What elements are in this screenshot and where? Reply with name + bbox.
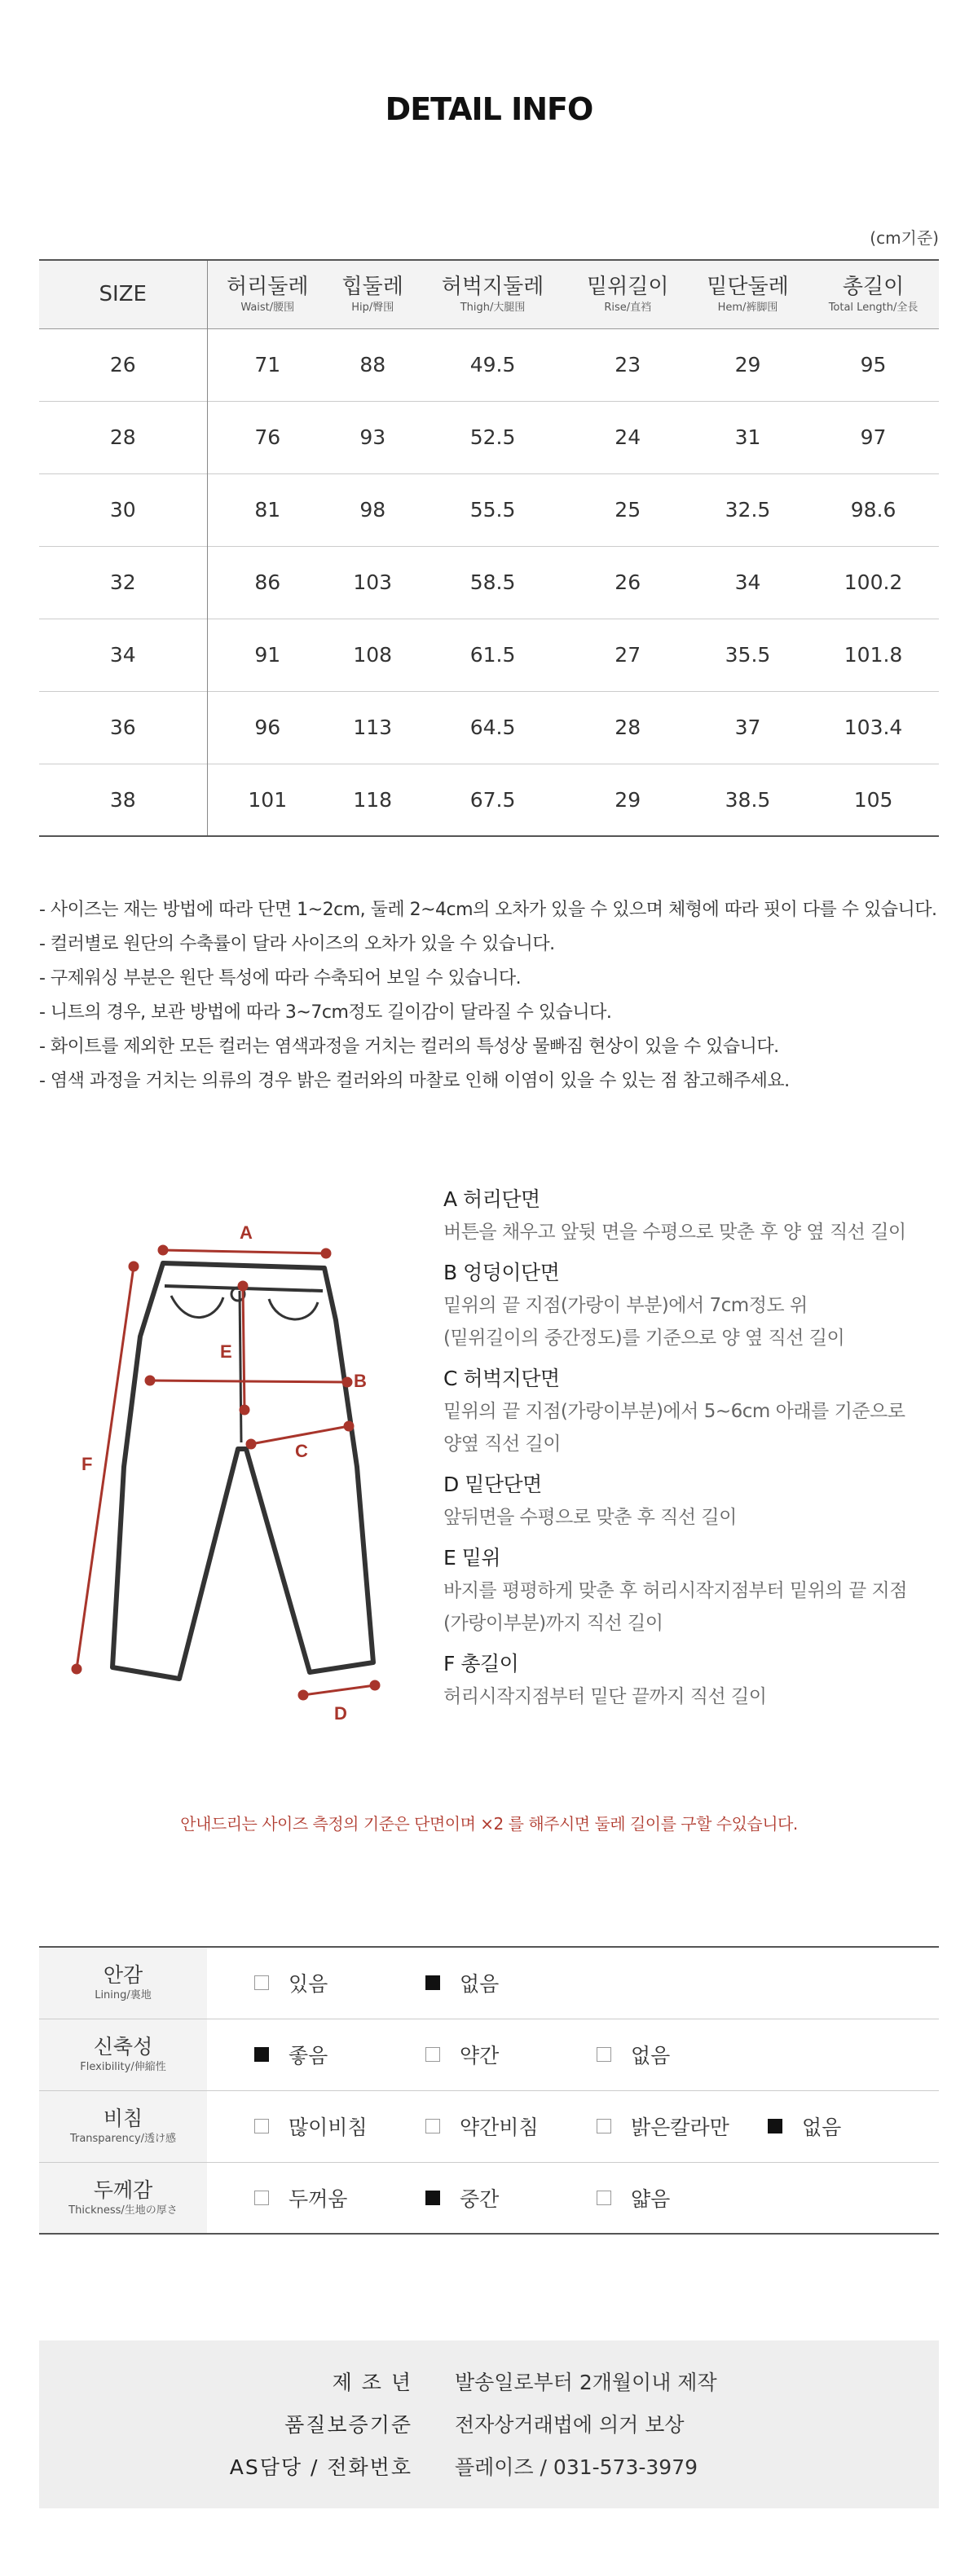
table-cell: 29 — [615, 787, 641, 812]
footer-key: 제 조 년 — [332, 2371, 412, 2394]
column-header — [207, 260, 328, 328]
table-cell: 118 — [353, 787, 393, 812]
label-d: D — [334, 1703, 347, 1724]
measurement-guide — [443, 1183, 949, 1721]
footer-row — [39, 2363, 939, 2399]
table-row — [39, 691, 939, 764]
option-label: 없음 — [631, 2044, 671, 2067]
column-header-ko: 허벅지둘레 — [441, 275, 544, 300]
size-cell: 26 — [39, 328, 207, 401]
unchecked-box-icon — [597, 2191, 611, 2205]
measure-description: 바지를 평평하게 맞춘 후 허리시작지점부터 밑위의 끝 지점 — [443, 1580, 907, 1601]
attribute-label — [39, 2090, 207, 2162]
checked-box-icon — [425, 1975, 440, 1990]
table-cell: 108 — [353, 643, 393, 667]
measure-heading: E 밑위 — [443, 1546, 501, 1570]
column-header-ko: 밑단둘레 — [707, 275, 789, 300]
table-cell: 52.5 — [469, 425, 516, 449]
measure-heading: A 허리단면 — [443, 1187, 540, 1211]
fabric-attributes-table — [39, 1946, 939, 2235]
attribute-label-en: Thickness/生地の厚さ — [68, 2204, 178, 2217]
size-header-label: SIZE — [99, 282, 147, 307]
label-e: E — [220, 1341, 232, 1362]
footer-row — [39, 2448, 939, 2484]
option-label: 많이비침 — [289, 2116, 368, 2139]
unchecked-box-icon — [597, 2047, 611, 2062]
attribute-row-lining — [39, 1947, 939, 2019]
column-header-ko: 허리둘레 — [227, 275, 309, 300]
attribute-label-ko: 신축성 — [93, 2035, 153, 2059]
table-row — [39, 473, 939, 546]
measure-description: 버튼을 채우고 앞뒷 면을 수평으로 맞춘 후 양 옆 직선 길이 — [443, 1222, 906, 1243]
measure-item — [443, 1257, 949, 1354]
measure-heading: C 허벅지단면 — [443, 1367, 560, 1390]
column-header-en: Waist/腰围 — [240, 302, 295, 315]
footer-row — [39, 2406, 939, 2442]
unchecked-box-icon — [425, 2119, 440, 2133]
attribute-options — [207, 2019, 939, 2090]
attribute-label-en: Lining/裏地 — [95, 1989, 152, 2002]
option-item — [425, 1968, 597, 1997]
table-cell: 27 — [615, 643, 641, 667]
measurement-notice: 안내드리는 사이즈 측정의 기준은 단면이며 ×2 를 해주시면 둘레 길이를 구할 수있습니다. — [180, 1814, 798, 1834]
size-cell: 34 — [39, 619, 207, 691]
table-cell: 29 — [734, 353, 761, 376]
option-item — [597, 2183, 768, 2213]
measure-description: 밑위의 끝 지점(가랑이부분)에서 5~6cm 아래를 기준으로 — [443, 1401, 905, 1422]
column-header — [328, 260, 417, 328]
table-cell: 98 — [359, 498, 386, 522]
table-cell: 100.2 — [844, 570, 903, 594]
table-cell: 81 — [254, 498, 281, 522]
unchecked-box-icon — [254, 2191, 269, 2205]
note-item: - 니트의 경우, 보관 방법에 따라 3~7cm정도 길이감이 달라질 수 있습니다. — [39, 1002, 612, 1023]
option-item — [597, 2111, 768, 2141]
attribute-label — [39, 2019, 207, 2090]
pants-measurement-diagram — [49, 1190, 424, 1744]
unit-note: (cm기준) — [870, 228, 939, 248]
measure-description: 양옆 직선 길이 — [443, 1433, 561, 1455]
table-cell: 86 — [254, 570, 281, 594]
column-header — [808, 260, 939, 328]
table-cell: 101.8 — [844, 643, 903, 667]
measure-item — [443, 1469, 949, 1534]
attribute-options — [207, 2090, 939, 2162]
footer-key: 품질보증기준 — [284, 2413, 412, 2437]
table-cell: 35.5 — [725, 643, 771, 667]
unchecked-box-icon — [254, 1975, 269, 1990]
option-label: 밝은칼라만 — [631, 2116, 729, 2139]
column-header-en: Hem/裤脚围 — [717, 302, 778, 315]
option-item — [425, 2040, 597, 2069]
attribute-label-en: Flexibility/伸縮性 — [80, 2061, 166, 2073]
size-cell: 30 — [39, 473, 207, 546]
measure-heading: B 엉덩이단면 — [443, 1261, 560, 1284]
size-header-cell — [39, 260, 207, 328]
measure-item — [443, 1363, 949, 1460]
table-cell: 61.5 — [469, 643, 516, 667]
column-header-ko: 밑위길이 — [586, 275, 669, 300]
size-cell: 38 — [39, 764, 207, 836]
option-item — [254, 2111, 425, 2141]
table-cell: 58.5 — [469, 570, 516, 594]
attribute-label-ko: 두께감 — [93, 2177, 153, 2202]
measure-item — [443, 1183, 949, 1248]
table-cell: 76 — [254, 425, 281, 449]
measure-description: 밑위의 끝 지점(가랑이 부분)에서 7cm정도 위 — [443, 1295, 808, 1316]
table-cell: 55.5 — [469, 498, 516, 522]
measure-description: 허리시작지점부터 밑단 끝까지 직선 길이 — [443, 1686, 767, 1707]
option-label: 중간 — [460, 2186, 500, 2211]
table-cell: 38.5 — [725, 787, 771, 812]
attribute-label-ko: 안감 — [103, 1963, 143, 1988]
column-header — [688, 260, 808, 328]
option-item — [254, 2040, 425, 2069]
footer-value: 플레이즈 / 031-573-3979 — [455, 2455, 698, 2479]
option-label: 약간 — [460, 2044, 500, 2067]
measure-item — [443, 1648, 949, 1713]
table-cell: 101 — [248, 787, 288, 812]
table-cell: 64.5 — [469, 716, 516, 739]
option-label: 두꺼움 — [289, 2186, 348, 2211]
footer-value: 발송일로부터 2개월이내 제작 — [455, 2371, 717, 2394]
checked-box-icon — [768, 2119, 782, 2133]
size-table-header — [39, 260, 939, 328]
note-item: - 염색 과정을 거치는 의류의 경우 밝은 컬러와의 마찰로 인해 이염이 있을 수 있는 점 참고해주세요. — [39, 1071, 790, 1091]
table-cell: 97 — [860, 425, 887, 449]
note-item: - 사이즈는 재는 방법에 따라 단면 1~2cm, 둘레 2~4cm의 오차가 있을 수 있으며 체형에 따라 핏이 다를 수 있습니다. — [39, 900, 937, 920]
column-header — [417, 260, 567, 328]
table-cell: 28 — [615, 716, 641, 739]
table-cell: 31 — [734, 425, 761, 449]
option-label: 얇음 — [631, 2186, 671, 2211]
option-item — [254, 2183, 425, 2213]
product-info-footer — [39, 2340, 939, 2508]
size-cell: 28 — [39, 401, 207, 473]
column-header-en: Thigh/大腿围 — [460, 302, 526, 315]
size-table — [39, 259, 939, 837]
table-row — [39, 328, 939, 401]
table-cell: 34 — [734, 570, 761, 594]
note-item: - 화이트를 제외한 모든 컬러는 염색과정을 거치는 컬러의 특성상 물빠짐 현상이 있을 수 있습니다. — [39, 1037, 779, 1057]
footer-key: AS담당 / 전화번호 — [229, 2455, 412, 2479]
note-item: - 컬러별로 원단의 수축률이 달라 사이즈의 오차가 있을 수 있습니다. — [39, 934, 555, 954]
attribute-label-ko: 비침 — [103, 2107, 143, 2130]
option-item — [425, 2111, 597, 2141]
table-cell: 67.5 — [469, 787, 516, 812]
attribute-row-flexibility — [39, 2019, 939, 2090]
label-b: B — [354, 1371, 367, 1391]
label-c: C — [295, 1441, 308, 1461]
unchecked-box-icon — [597, 2119, 611, 2133]
attribute-label-en: Transparency/透け感 — [69, 2133, 177, 2145]
option-item — [597, 2040, 768, 2069]
table-cell: 24 — [615, 425, 641, 449]
table-row — [39, 619, 939, 691]
table-cell: 26 — [615, 570, 641, 594]
table-cell: 105 — [853, 787, 893, 812]
attribute-label — [39, 2162, 207, 2234]
column-header-ko: 힙둘레 — [341, 275, 403, 300]
checked-box-icon — [254, 2047, 269, 2062]
option-label: 있음 — [289, 1972, 328, 1997]
size-notes — [39, 893, 944, 1099]
table-cell: 103 — [353, 570, 393, 594]
column-header — [568, 260, 688, 328]
option-item — [768, 2111, 939, 2141]
label-a: A — [240, 1222, 253, 1243]
measure-heading: F 총길이 — [443, 1652, 519, 1676]
attribute-label — [39, 1947, 207, 2019]
footer-value: 전자상거래법에 의거 보상 — [455, 2413, 685, 2437]
table-cell: 98.6 — [850, 498, 896, 522]
note-item: - 구제워싱 부분은 원단 특성에 따라 수축되어 보일 수 있습니다. — [39, 968, 522, 989]
table-cell: 96 — [254, 716, 281, 739]
measure-description: (가랑이부분)까지 직선 길이 — [443, 1613, 663, 1634]
table-cell: 71 — [254, 353, 281, 376]
option-item — [254, 1968, 425, 1997]
unchecked-box-icon — [254, 2119, 269, 2133]
measure-item — [443, 1542, 949, 1640]
table-row — [39, 546, 939, 619]
size-cell: 32 — [39, 546, 207, 619]
attribute-options — [207, 2162, 939, 2234]
table-cell: 49.5 — [469, 353, 516, 376]
table-cell: 95 — [860, 353, 887, 376]
table-row — [39, 401, 939, 473]
size-cell: 36 — [39, 691, 207, 764]
page-title: DETAIL INFO — [385, 91, 593, 127]
column-header-en: Rise/直裆 — [604, 302, 652, 315]
attribute-row-thickness — [39, 2162, 939, 2234]
option-label: 없음 — [802, 2116, 842, 2139]
option-label: 약간비침 — [460, 2116, 539, 2139]
column-header-en: Hip/臀围 — [351, 302, 394, 315]
table-cell: 37 — [734, 716, 761, 739]
table-cell: 113 — [353, 716, 393, 739]
measure-description: (밑위길이의 중간정도)를 기준으로 양 옆 직선 길이 — [443, 1328, 845, 1349]
attribute-options — [207, 1947, 939, 2019]
option-label: 좋음 — [289, 2044, 328, 2067]
table-row — [39, 764, 939, 836]
unchecked-box-icon — [425, 2047, 440, 2062]
measure-heading: D 밑단단면 — [443, 1473, 542, 1496]
column-header-en: Total Length/全長 — [828, 302, 919, 315]
checked-box-icon — [425, 2191, 440, 2205]
option-item — [425, 2183, 597, 2213]
table-cell: 103.4 — [844, 716, 903, 739]
table-cell: 91 — [254, 643, 281, 667]
column-header-ko: 총길이 — [842, 275, 905, 300]
table-cell: 23 — [615, 353, 641, 376]
label-f: F — [82, 1454, 93, 1474]
table-cell: 88 — [359, 353, 386, 376]
option-label: 없음 — [460, 1972, 500, 1997]
table-cell: 93 — [359, 425, 386, 449]
measure-description: 앞뒤면을 수평으로 맞춘 후 직선 길이 — [443, 1507, 737, 1528]
attribute-row-transparency — [39, 2090, 939, 2162]
table-cell: 25 — [615, 498, 641, 522]
table-cell: 32.5 — [725, 498, 771, 522]
